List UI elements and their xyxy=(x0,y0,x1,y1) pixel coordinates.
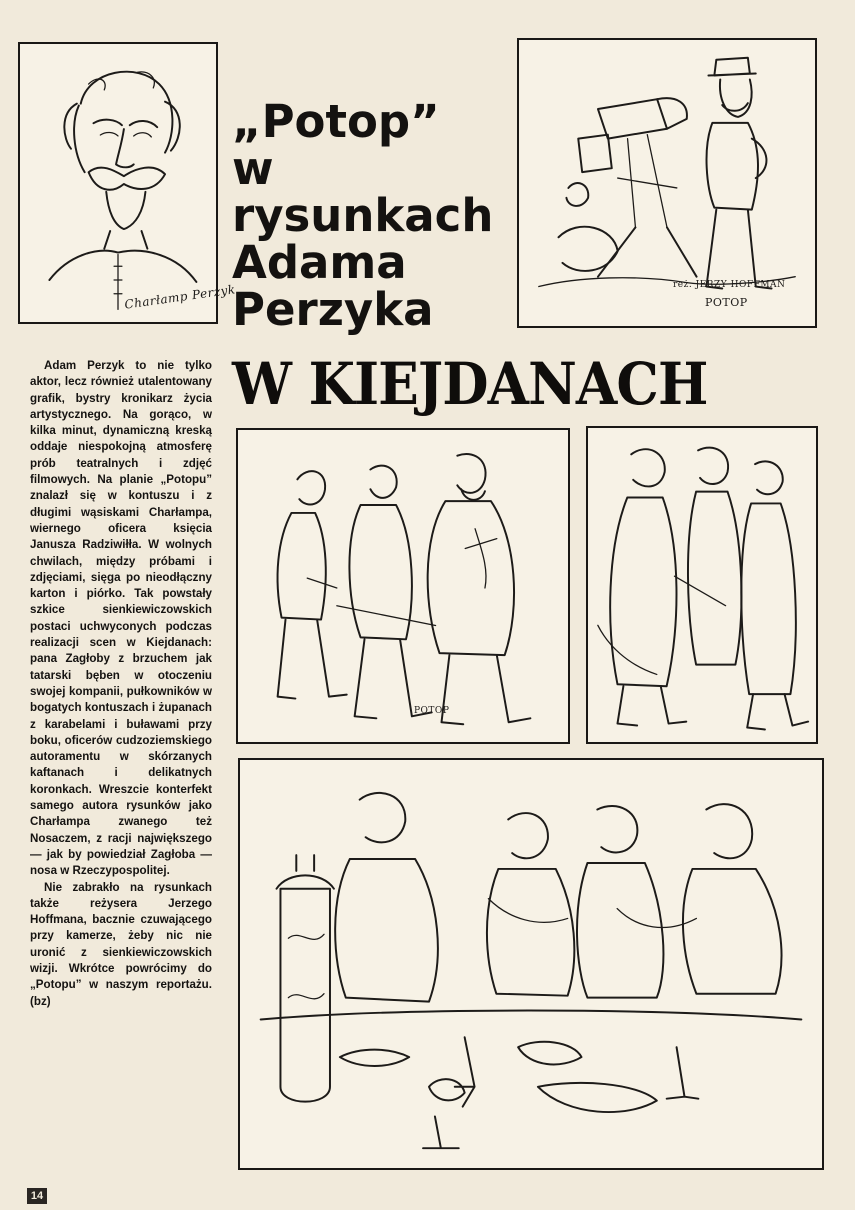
director-caption-2: POTOP xyxy=(705,296,748,309)
article-body xyxy=(30,358,212,1010)
title-line: „Potop” xyxy=(232,95,440,148)
article-title xyxy=(232,95,512,336)
portrait-signature: Charłamp Perzyk xyxy=(123,282,237,312)
headline: W KIEJDANACH xyxy=(232,350,708,418)
article-paragraph: Nie zabrakło na rysunkach także reżysera Jerzego Hoffmana, bacznie czuwającego przy kamerze, żeby nic nie uronić z sienkiewiczowskich wizji. Wkrótce powrócimy do „Potopu” w naszym reportażu. (bz) xyxy=(30,880,212,1008)
director-caption-1: reż. JERZY HOFFMAN xyxy=(673,280,786,290)
three-figures-drawing xyxy=(236,428,570,744)
title-line: rysunkach xyxy=(232,189,494,242)
officers-sketch xyxy=(588,428,816,742)
article-paragraph: Adam Perzyk to nie tylko aktor, lecz również utalentowany grafik, bystry kronikarz życia artystycznego. Na gorąco, w kilka minut, dynamiczną kreską oddaje niespokojną atmosferę prób teatralnych i zdjęć filmowych. Na planie „Potopu” znalazł się w kontuszu i z długimi wąsiskami Charłampa, wiernego oficera księcia Janusza Radziwiłła. W wolnych chwilach, między próbami i zdjęciami, sięga po nieodłączny karton i piórko. Tak powstały szkice sienkiewiczowskich postaci uchwyconych podczas realizacji scen w Kiejdanach: pana Zagłoby z brzuchem jak tatarski bęben w otoczeniu swojej kompanii, pułkowników w bogatych kontuszach i żupanach z karabelami i buławami przy boku, oficerów cudzoziemskiego autoramentu w skórzanych kaftanach i delikatnych koronkach. Wreszcie konterfekt samego autora rysunków jako Charłampa zwanego też Nosaczem, z racji największego — jak by powiedział Zagłoba — nosa w Rzeczypospolitej. xyxy=(30,359,212,878)
three-figures-sketch xyxy=(238,430,568,742)
title-line: Adama xyxy=(232,236,407,289)
feast-drawing xyxy=(238,758,824,1170)
page-number: 14 xyxy=(27,1188,47,1204)
title-line: w xyxy=(232,142,274,195)
feast-sketch xyxy=(240,760,822,1168)
group-caption: POTOP xyxy=(414,706,450,716)
director-drawing xyxy=(517,38,817,328)
title-line: Perzyka xyxy=(232,283,434,336)
officers-drawing xyxy=(586,426,818,744)
portrait-drawing xyxy=(18,42,237,324)
portrait-sketch xyxy=(20,44,216,322)
